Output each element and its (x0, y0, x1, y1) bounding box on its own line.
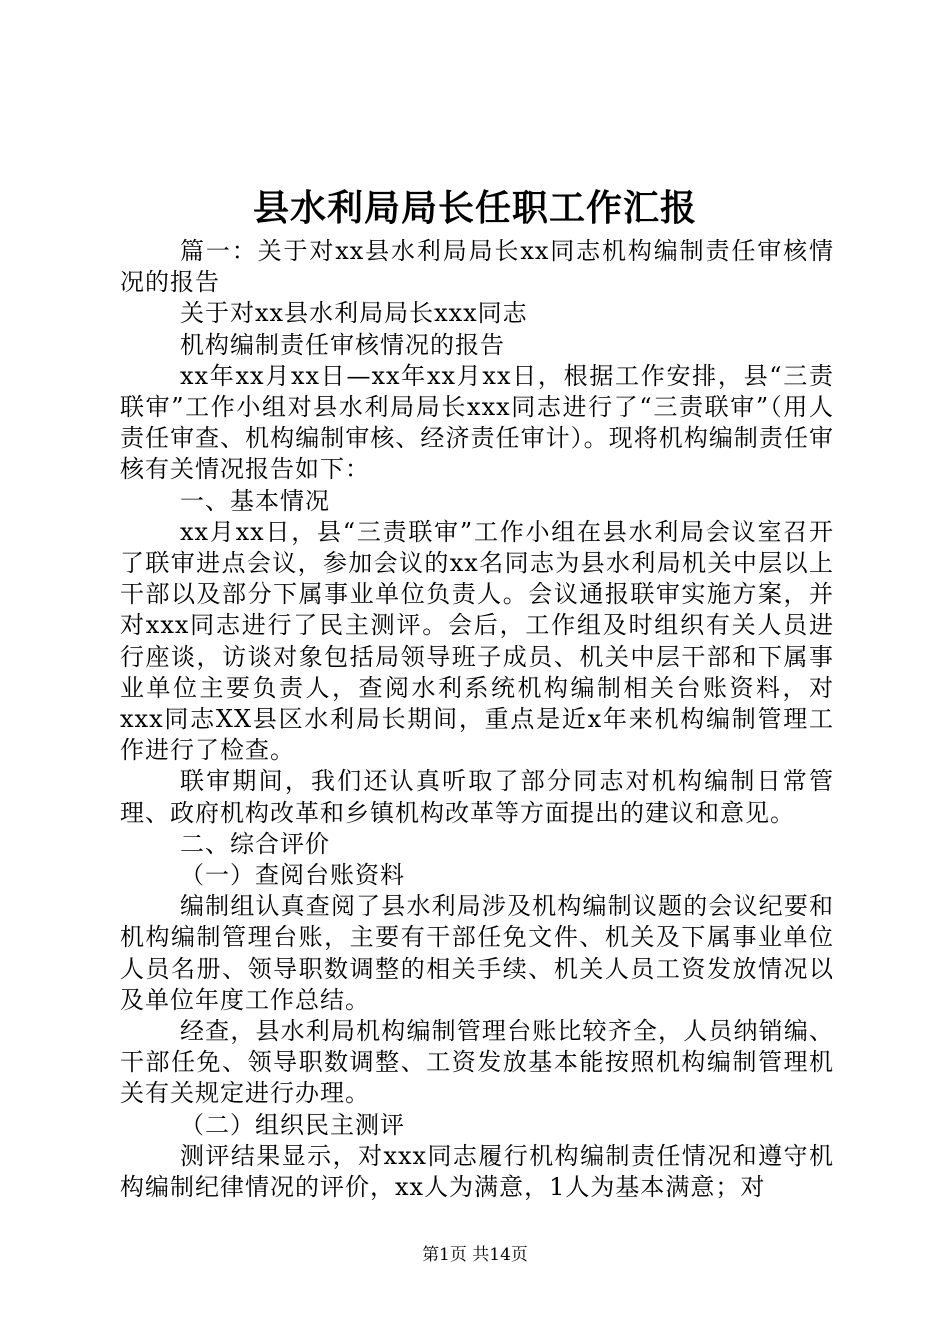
paragraph-ledger-review: 编制组认真查阅了县水利局涉及机构编制议题的会议纪要和机构编制管理台账，主要有干部任免文件、机关及下属事业单位人员名册、领导职数调整的相关手续、机关人员工资发放情况以及单位年度工作总结。 (120, 892, 834, 1014)
document-body (120, 236, 834, 1203)
paragraph-report-title-line1: 关于对xx县水利局局长xxx同志 (180, 299, 528, 328)
document-title: 县水利局局长任职工作汇报 (252, 187, 697, 229)
section-heading-evaluation: 二、综合评价 (180, 829, 330, 858)
paragraph-report-title-line2: 机构编制责任审核情况的报告 (180, 330, 505, 359)
paragraph-survey-result: 测评结果显示，对xxx同志履行机构编制责任情况和遵守机构编制纪律情况的评价，xx人为满意，1人为基本满意；对 (120, 1141, 834, 1202)
paragraph-basic-info: xx月xx日，县“三责联审”工作小组在县水利局会议室召开了联审进点会议，参加会议的xx名同志为县水利局机关中层以上干部以及部分下属事业单位负责人。会议通报联审实施方案，并对xxx同志进行了民主测评。会后，工作组及时组织有关人员进行座谈，访谈对象包括局领导班子成员、机关中层干部和下属事业单位主要负责人，查阅水利系统机构编制相关台账资料，对xxx同志XX县区水利局长期间，重点是近x年来机构编制管理工作进行了检查。 (120, 517, 834, 765)
subsection-heading-ledger: （一）查阅台账资料 (180, 861, 405, 890)
section-heading-basic-info: 一、基本情况 (180, 486, 330, 515)
paragraph-suggestions: 联审期间，我们还认真听取了部分同志对机构编制日常管理、政府机构改革和乡镇机构改革等方面提出的建议和意见。 (120, 767, 834, 827)
paragraph-overview: xx年xx月xx日—xx年xx月xx日，根据工作安排，县“三责联审”工作小组对县水利局局长xxx同志进行了“三责联审”（用人责任审查、机构编制审核、经济责任审计）。现将机构编制责任审核有关情况报告如下： (120, 361, 834, 484)
paragraph-ledger-result: 经查，县水利局机构编制管理台账比较齐全，人员纳销编、干部任免、领导职数调整、工资发放基本能按照机构编制管理机关有关规定进行办理。 (120, 1017, 834, 1108)
page-number-footer: 第1页 共14页 (422, 1245, 528, 1265)
subsection-heading-survey: （二）组织民主测评 (180, 1110, 405, 1139)
paragraph-intro-heading: 篇一：关于对xx县水利局局长xx同志机构编制责任审核情况的报告 (120, 237, 834, 297)
